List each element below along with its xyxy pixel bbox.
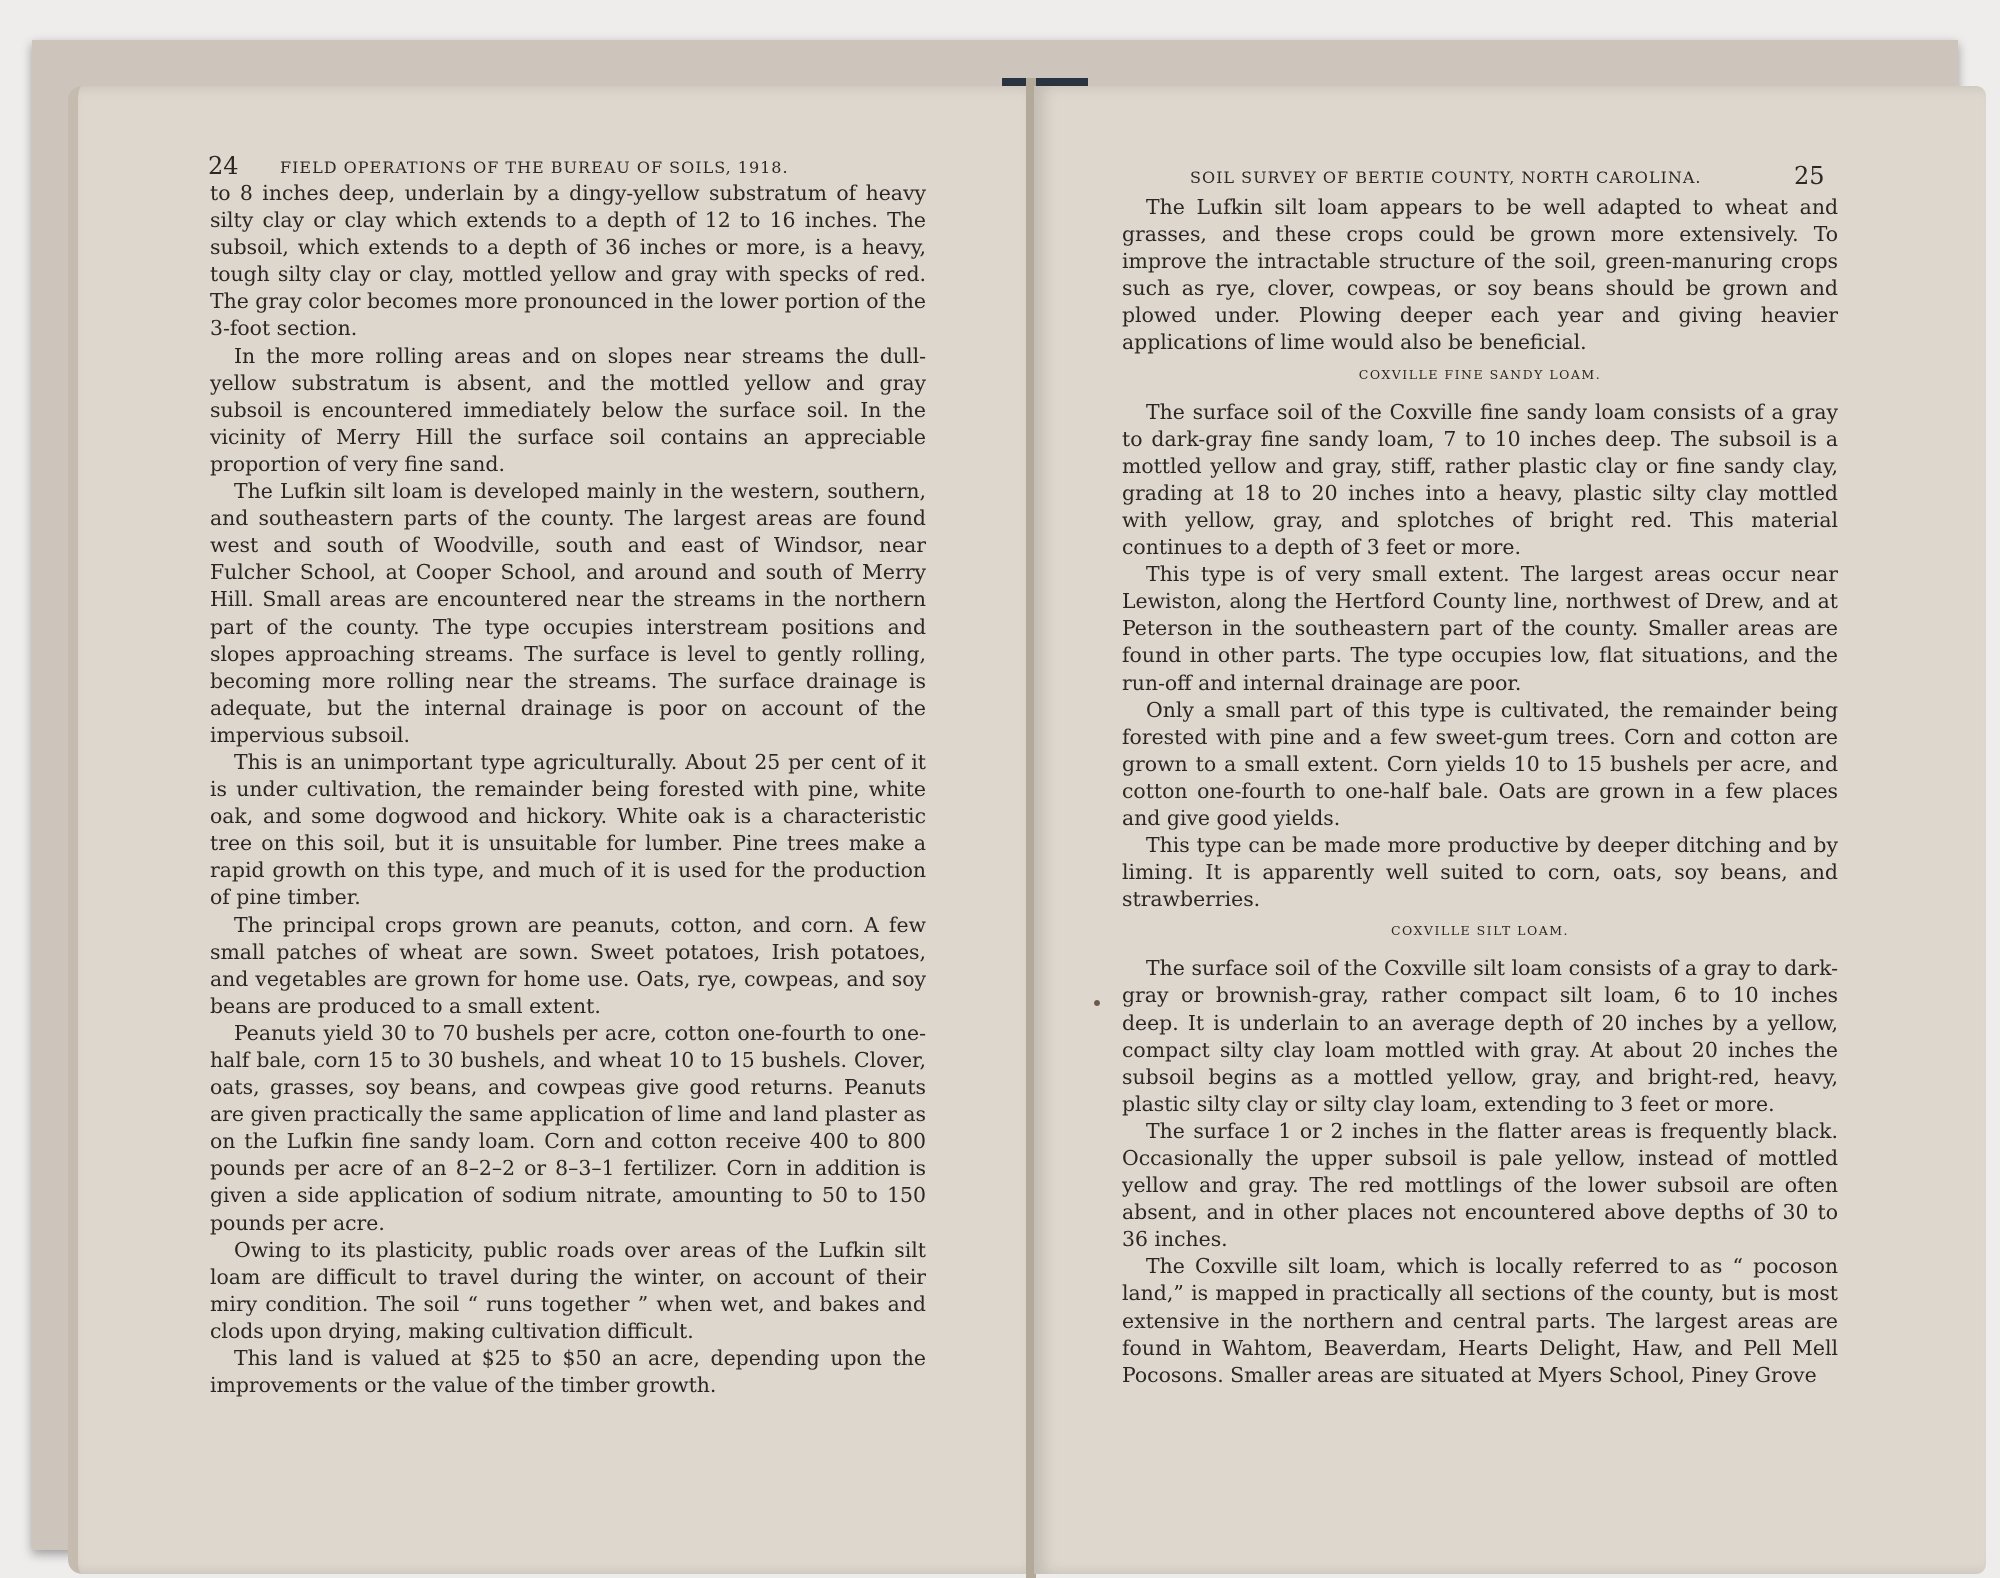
paragraph: Peanuts yield 30 to 70 bushels per acre, cotton one-fourth to one-half bale, corn 15 to 30 bushels, and wheat 10 to 15 bushels. Clover, oats, grasses, soy beans, and cowpeas give good returns. Peanuts are given practically the same application of lime and land plaster as on the Lufkin fine sandy loam. Corn and cotton receive 400 to 800 pounds per acre of an 8–2–2 or 8–3–1 fertilizer. Corn in addition is given a side application of sodium nitrate, amounting to 50 to 150 pounds per acre. — [210, 1020, 926, 1235]
paragraph: Only a small part of this type is cultivated, the remainder being forested with pine and a few sweet-gum trees. Corn and cotton are grown to a small extent. Corn yields 10 to 15 bushels per acre, and cotton one-fourth to one-half bale. Oats are grown in a few places and give good yields. — [1122, 697, 1838, 830]
paragraph: The Lufkin silt loam is developed mainly in the western, southern, and southeastern parts of the county. The largest areas are found west and south of Woodville, south and east of Windsor, near Fulcher School, at Cooper School, and around and south of Merry Hill. Small areas are encountered near the streams in the northern part of the county. The type occupies interstream positions and slopes approaching streams. The surface is level to gently rolling, becoming more rolling near the streams. The surface drainage is adequate, but the internal drainage is poor on account of the impervious subsoil. — [210, 479, 926, 747]
paragraph: This land is valued at $25 to $50 an acre, depending upon the improvements or the value of the timber growth. — [210, 1346, 926, 1398]
paragraph: In the more rolling areas and on slopes near streams the dull-yellow substratum is absent, and the mottled yellow and gray subsoil is encountered immediately below the surface soil. In the vicinity of Merry Hill the surface soil contains an appreciable proportion of very fine sand. — [210, 343, 926, 476]
paragraph: to 8 inches deep, underlain by a dingy-yellow substratum of heavy silty clay or clay which extends to a depth of 12 to 16 inches. The subsoil, which extends to a depth of 36 inches or more, is a heavy, tough silty clay or clay, mottled yellow and gray with specks of red. The gray color becomes more pronounced in the lower portion of the 3-foot section. — [210, 181, 926, 341]
left-page-body — [210, 180, 926, 1399]
paragraph: The surface 1 or 2 inches in the flatter areas is frequently black. Occasionally the upper subsoil is pale yellow, instead of mottled yellow and gray. The red mottlings of the lower subsoil are often absent, and in other places not encountered above depths of 30 to 36 inches. — [1122, 1118, 1838, 1252]
left-page — [68, 86, 1042, 1574]
right-page — [1034, 86, 1986, 1574]
left-running-head: FIELD OPERATIONS OF THE BUREAU OF SOILS, 1918. — [280, 158, 789, 177]
left-page-number: 24 — [208, 152, 239, 180]
right-page-number: 25 — [1794, 162, 1825, 190]
paragraph: The principal crops grown are peanuts, cotton, and corn. A few small patches of wheat are sown. Sweet potatoes, Irish potatoes, and vegetables are grown for home use. Oats, rye, cowpeas, and soy beans are produced to a small extent. — [210, 912, 926, 1018]
section-title-coxville-silt-loam: COXVILLE SILT LOAM. — [1390, 923, 1570, 939]
paragraph: This type is of very small extent. The largest areas occur near Lewiston, along the Hertford County line, northwest of Drew, and at Peterson in the southeastern part of the county. Smaller areas are found in other parts. The type occupies low, flat situations, and the run-off and internal drainage are poor. — [1122, 562, 1838, 695]
paragraph: The surface soil of the Coxville silt loam consists of a gray to dark-gray or brownish-gray, rather compact silt loam, 6 to 10 inches deep. It is underlain to an average depth of 20 inches by a yellow, compact silty clay loam mottled with gray. At about 20 inches the subsoil begins as a mottled yellow, gray, and bright-red, heavy, plastic silty clay or silty clay loam, extending to 3 feet or more. — [1122, 956, 1838, 1116]
paragraph: This type can be made more productive by deeper ditching and by liming. It is apparently well suited to corn, oats, soy beans, and strawberries. — [1122, 833, 1838, 912]
paragraph: The Coxville silt loam, which is locally referred to as “ pocoson land,” is mapped in practically all sections of the county, but is most extensive in the northern and central parts. The largest areas are found in Wahtom, Beaverdam, Hearts Delight, Haw, and Pell Mell Pocosons. Smaller areas are situated at Myers School, Piney Grove — [1122, 1254, 1838, 1387]
book-spread — [32, 40, 1958, 1550]
right-running-head: SOIL SURVEY OF BERTIE COUNTY, NORTH CAROLINA. — [1190, 168, 1702, 187]
paragraph: Owing to its plasticity, public roads over areas of the Lufkin silt loam are difficult to travel during the winter, on account of their miry condition. The soil “ runs together ” when wet, and bakes and clods upon drying, making cultivation difficult. — [210, 1237, 926, 1343]
paper-speck — [1094, 1000, 1100, 1006]
right-page-body — [1122, 194, 1838, 1389]
section-title-coxville-fine-sandy-loam: COXVILLE FINE SANDY LOAM. — [1358, 366, 1602, 382]
paragraph: The Lufkin silt loam appears to be well adapted to wheat and grasses, and these crops could be grown more extensively. To improve the intractable structure of the soil, green-manuring crops such as rye, clover, cowpeas, or soy beans should be grown and plowed under. Plowing deeper each year and giving heavier applications of lime would also be beneficial. — [1122, 195, 1838, 355]
paragraph: This is an unimportant type agriculturally. About 25 per cent of it is under cultivation, the remainder being forested with pine, white oak, and some dogwood and hickory. White oak is a characteristic tree on this soil, but it is unsuitable for lumber. Pine trees make a rapid growth on this type, and much of it is used for the production of pine timber. — [210, 749, 926, 910]
paragraph: The surface soil of the Coxville fine sandy loam consists of a gray to dark-gray fine sandy loam, 7 to 10 inches deep. The subsoil is a mottled yellow and gray, stiff, rather plastic clay or fine sandy clay, grading at 18 to 20 inches into a heavy, plastic silty clay mottled with yellow, gray, and splotches of bright red. This material continues to a depth of 3 feet or more. — [1122, 399, 1838, 560]
